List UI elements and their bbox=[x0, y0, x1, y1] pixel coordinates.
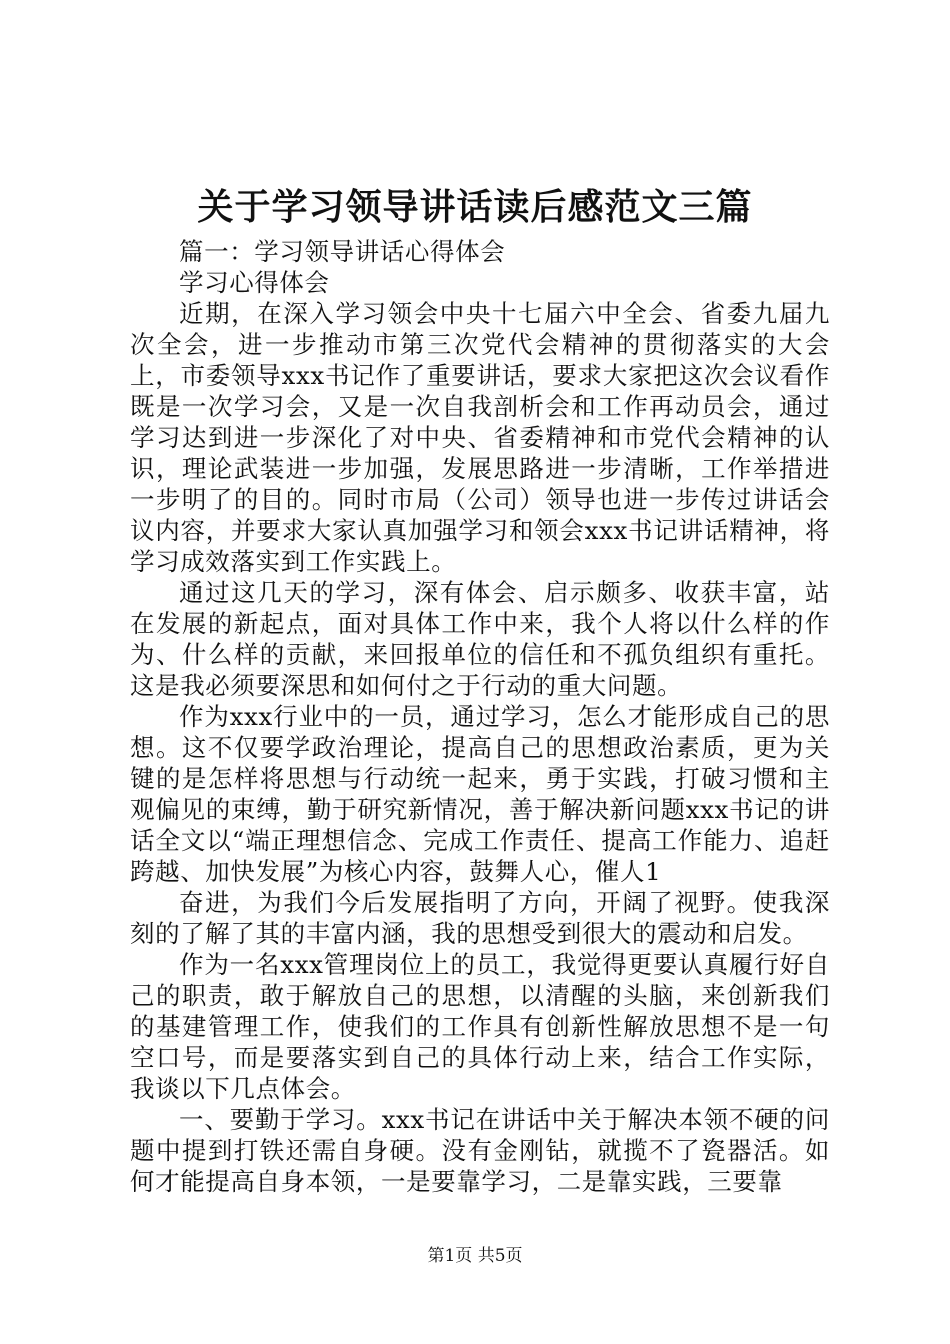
body-paragraph: 一、要勤于学习。xxx书记在讲话中关于解决本领不硬的问题中提到打铁还需自身硬。没有金刚钻，就揽不了瓷器活。如何才能提高自身本领，一是要靠学习，二是靠实践，三要靠 bbox=[130, 1105, 830, 1196]
body-paragraph: 作为xxx行业中的一员，通过学习，怎么才能形成自己的思想。这不仅要学政治理论，提高自己的思想政治素质，更为关键的是怎样将思想与行动统一起来，勇于实践，打破习惯和主观偏见的束缚，勤于研究新情况，善于解决新问题xxx书记的讲话全文以“端正理想信念、完成工作责任、提高工作能力、追赶跨越、加快发展”为核心内容，鼓舞人心，催人1 bbox=[130, 702, 830, 886]
body-paragraph: 近期，在深入学习领会中央十七届六中全会、省委九届九次全会，进一步推动市第三次党代会精神的贯彻落实的大会上，市委领导xxx书记作了重要讲话，要求大家把这次会议看作既是一次学习会，又是一次自我剖析会和工作再动员会，通过学习达到进一步深化了对中央、省委精神和市党代会精神的认识，理论武装进一步加强，发展思路进一步清晰，工作举措进一步明了的目的。同时市局（公司）领导也进一步传过讲话会议内容，并要求大家认真加强学习和领会xxx书记讲话精神，将学习成效落实到工作实践上。 bbox=[130, 299, 830, 576]
section-heading: 篇一：学习领导讲话心得体会 bbox=[179, 237, 506, 266]
document-body bbox=[130, 236, 830, 1197]
sub-heading: 学习心得体会 bbox=[179, 268, 330, 297]
body-paragraph: 通过这几天的学习，深有体会、启示颇多、收获丰富，站在发展的新起点，面对具体工作中来，我个人将以什么样的作为、什么样的贡献，来回报单位的信任和不孤负组织有重托。这是我必须要深思和如何付之于行动的重大问题。 bbox=[130, 578, 830, 700]
body-paragraph: 奋进，为我们今后发展指明了方向，开阔了视野。使我深刻的了解了其的丰富内涵，我的思想受到很大的震动和启发。 bbox=[130, 888, 830, 948]
page-number-footer: 第1页 共5页 bbox=[427, 1246, 523, 1266]
document-title: 关于学习领导讲话读后感范文三篇 bbox=[197, 187, 753, 228]
body-paragraph: 作为一名xxx管理岗位上的员工，我觉得更要认真履行好自己的职责，敢于解放自己的思想，以清醒的头脑，来创新我们的基建管理工作，使我们的工作具有创新性解放思想不是一句空口号，而是要落实到自己的具体行动上来，结合工作实际，我谈以下几点体会。 bbox=[130, 950, 830, 1103]
